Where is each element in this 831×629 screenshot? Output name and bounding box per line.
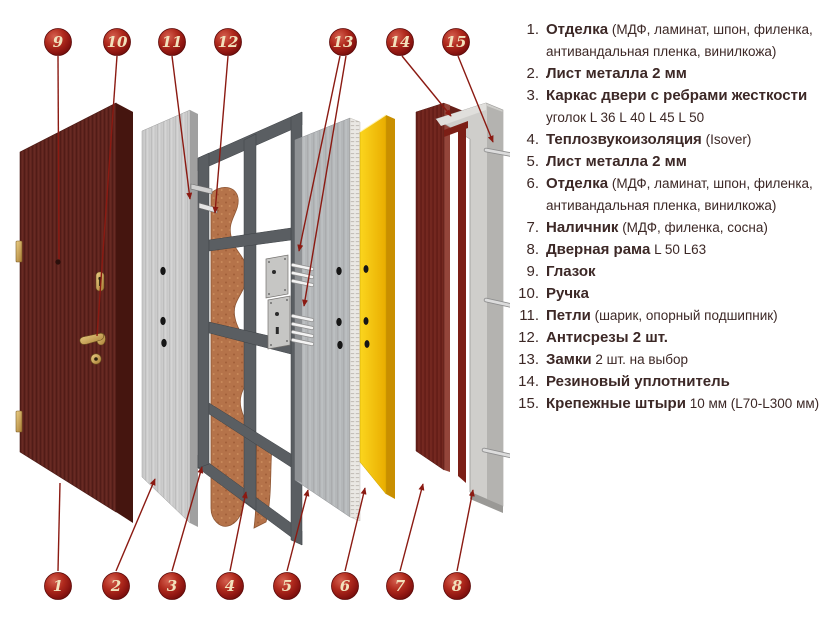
legend-number: 12.: [518, 329, 539, 346]
legend-note: 2 шт. на выбор: [595, 352, 688, 367]
callout-badge-1: [45, 573, 72, 600]
legend-item: [512, 19, 826, 63]
legend-term: Резиновый уплотнитель: [546, 373, 730, 390]
legend-item: [512, 63, 826, 85]
legend-item: [512, 151, 826, 173]
legend-term: Лист металла 2 мм: [546, 153, 687, 170]
callout-badge-11: [159, 29, 186, 56]
svg-text:13: 13: [332, 33, 354, 51]
callout-badge-6: [332, 573, 359, 600]
lock-plate: [266, 255, 288, 298]
svg-text:8: 8: [451, 577, 463, 595]
legend-note: уголок L 36 L 40 L 45 L 50: [546, 110, 705, 125]
svg-text:9: 9: [52, 33, 64, 51]
svg-text:15: 15: [445, 33, 467, 51]
callout-badge-14: [387, 29, 414, 56]
legend-item: [512, 85, 826, 129]
legend-number: 4.: [526, 131, 539, 148]
legend-number: 11.: [519, 307, 539, 324]
svg-text:3: 3: [166, 577, 178, 595]
legend-number: 2.: [526, 65, 539, 82]
door-hinge: [16, 411, 22, 432]
legend-term: Каркас двери с ребрами жесткости: [546, 87, 808, 104]
legend-note: (шарик, опорный подшипник): [594, 308, 778, 323]
svg-text:7: 7: [394, 577, 406, 595]
legend-term: Отделка: [546, 21, 609, 38]
legend-item: [512, 217, 826, 239]
legend-number: 1.: [526, 21, 539, 38]
svg-text:10: 10: [106, 33, 128, 51]
legend-term: Антисрезы 2 шт.: [546, 329, 668, 346]
legend-number: 8.: [526, 241, 539, 258]
callout-badge-4: [217, 573, 244, 600]
casing-trim-layer: [416, 103, 478, 472]
legend-item: [512, 305, 826, 327]
callout-badge-9: [45, 29, 72, 56]
legend-item: [512, 393, 826, 415]
legend-term: Теплозвукоизоляция: [546, 131, 702, 148]
svg-text:2: 2: [110, 577, 122, 595]
legend-item: [512, 283, 826, 305]
legend-number: 3.: [526, 87, 539, 104]
svg-text:1: 1: [52, 577, 64, 595]
legend-item: [512, 371, 826, 393]
legend-term: Дверная рама: [546, 241, 651, 258]
legend-note: (МДФ, филенка, сосна): [622, 220, 768, 235]
svg-text:5: 5: [281, 577, 293, 595]
legend-item: [512, 129, 826, 151]
metal-sheet-front-layer: [142, 110, 198, 527]
svg-text:11: 11: [161, 33, 183, 51]
callout-badge-7: [387, 573, 414, 600]
legend-note: (Isover): [705, 132, 752, 147]
svg-text:12: 12: [217, 33, 239, 51]
callout-badge-12: [215, 29, 242, 56]
lock-plate: [268, 296, 290, 349]
callout-badge-3: [159, 573, 186, 600]
svg-text:4: 4: [224, 577, 236, 595]
legend-term: Ручка: [546, 285, 589, 302]
callout-badge-13: [330, 29, 357, 56]
callout-badge-5: [274, 573, 301, 600]
legend-term: Крепежные штыри: [546, 395, 686, 412]
legend-number: 13.: [518, 351, 539, 368]
legend-note: L 50 L63: [654, 242, 707, 257]
legend-term: Наличник: [546, 219, 619, 236]
door-finish-front-layer: [16, 103, 133, 523]
back-finish-panel-layer: [360, 115, 395, 499]
callout-badge-8: [444, 573, 471, 600]
legend-term: Отделка: [546, 175, 609, 192]
legend-number: 15.: [518, 395, 539, 412]
callout-badge-2: [103, 573, 130, 600]
legend-list: [512, 19, 826, 415]
legend-number: 10.: [518, 285, 539, 302]
legend-item: [512, 173, 826, 217]
callout-badge-10: [104, 29, 131, 56]
legend: [512, 19, 826, 415]
legend-note: 10 мм (L70-L300 мм): [689, 396, 820, 411]
legend-item: [512, 261, 826, 283]
legend-term: Лист металла 2 мм: [546, 65, 687, 82]
legend-note: (МДФ, ламинат, шпон, филенка, антивандальная пленка, винилкожа): [546, 176, 813, 213]
svg-text:14: 14: [389, 33, 411, 51]
lock-rosette: [91, 354, 101, 364]
legend-note: (МДФ, ламинат, шпон, филенка, антивандальная пленка, винилкожа): [546, 22, 813, 59]
legend-term: Глазок: [546, 263, 596, 280]
legend-number: 14.: [518, 373, 539, 390]
peephole: [55, 259, 60, 264]
legend-number: 6.: [526, 175, 539, 192]
legend-item: [512, 349, 826, 371]
legend-number: 7.: [526, 219, 539, 236]
legend-term: Замки: [546, 351, 592, 368]
legend-term: Петли: [546, 307, 591, 324]
legend-item: [512, 239, 826, 261]
legend-number: 9.: [526, 263, 539, 280]
legend-number: 5.: [526, 153, 539, 170]
door-hinge: [16, 241, 22, 262]
callout-badge-15: [443, 29, 470, 56]
svg-text:6: 6: [339, 577, 351, 595]
legend-item: [512, 327, 826, 349]
